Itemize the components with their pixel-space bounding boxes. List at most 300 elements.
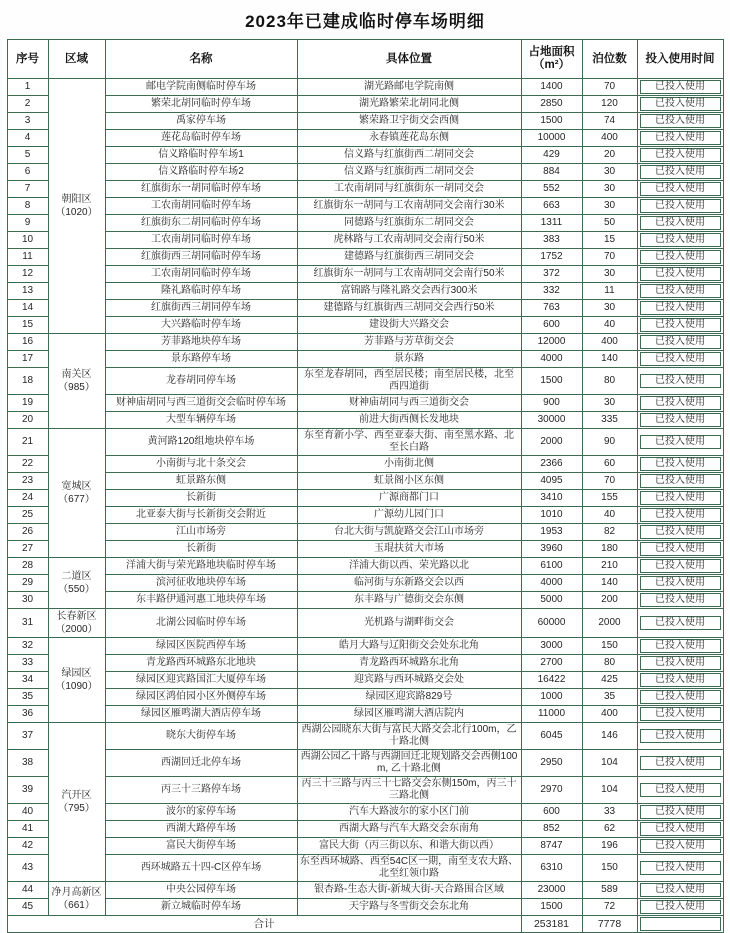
- cell-area: 2000: [521, 429, 582, 456]
- cell-status: [637, 79, 723, 96]
- table-row: [7, 507, 723, 524]
- header-name: 名称: [105, 40, 297, 79]
- cell-area: 1953: [521, 524, 582, 541]
- cell-status: [637, 266, 723, 283]
- cell-status: [637, 473, 723, 490]
- cell-area: 23000: [521, 882, 582, 899]
- cell-area: 1500: [521, 113, 582, 130]
- cell-status: [637, 317, 723, 334]
- cell-berths: 20: [582, 147, 637, 164]
- cell-area: 383: [521, 232, 582, 249]
- status-box: 已投入使用: [640, 542, 721, 556]
- cell-location: 小南街北侧: [297, 456, 521, 473]
- cell-status: [637, 899, 723, 916]
- cell-berths: 400: [582, 706, 637, 723]
- cell-berths: 104: [582, 750, 637, 777]
- total-row: [7, 916, 723, 933]
- region-name: 宽城区: [61, 481, 92, 492]
- status-box: 已投入使用: [640, 861, 721, 875]
- cell-no: 5: [7, 147, 48, 164]
- table-row: [7, 558, 723, 575]
- header-location: 具体位置: [297, 40, 521, 79]
- cell-no: 26: [7, 524, 48, 541]
- cell-area: 8747: [521, 838, 582, 855]
- cell-area: 663: [521, 198, 582, 215]
- cell-name: 东丰路伊通河惠工地块停车场: [105, 592, 297, 609]
- cell-location: 广源幼儿园门口: [297, 507, 521, 524]
- cell-berths: 62: [582, 821, 637, 838]
- cell-status: [637, 395, 723, 412]
- cell-area: 763: [521, 300, 582, 317]
- cell-location: 绿园区雁鸣湖大酒店院内: [297, 706, 521, 723]
- cell-status: [637, 706, 723, 723]
- cell-status: [637, 672, 723, 689]
- cell-location: 临河街与东新路交会以西: [297, 575, 521, 592]
- cell-location: 虹景阁小区东侧: [297, 473, 521, 490]
- cell-status: [637, 804, 723, 821]
- cell-status: [637, 215, 723, 232]
- cell-area: 12000: [521, 334, 582, 351]
- region-quota: （1020）: [55, 207, 98, 218]
- table-row: [7, 524, 723, 541]
- cell-name: 龙春胡同停车场: [105, 368, 297, 395]
- table-row: [7, 456, 723, 473]
- cell-berths: 140: [582, 575, 637, 592]
- status-box: 已投入使用: [640, 435, 721, 449]
- cell-name: 红旗街东一胡同临时停车场: [105, 181, 297, 198]
- table-row: [7, 395, 723, 412]
- cell-location: 芳菲路与芳草街交会: [297, 334, 521, 351]
- cell-area: 10000: [521, 130, 582, 147]
- cell-region: [48, 882, 105, 916]
- table-row: [7, 368, 723, 395]
- cell-no: 27: [7, 541, 48, 558]
- cell-no: 41: [7, 821, 48, 838]
- cell-status: [637, 456, 723, 473]
- cell-no: 14: [7, 300, 48, 317]
- table-row: [7, 198, 723, 215]
- table-row: [7, 855, 723, 882]
- cell-location: 青龙路西环城路东北角: [297, 655, 521, 672]
- cell-status: [637, 655, 723, 672]
- status-box: 已投入使用: [640, 729, 721, 743]
- table-row: [7, 609, 723, 638]
- cell-location: 西湖公园乙十路与西湖回迁北规划路交会西侧100m, 乙十路北侧: [297, 750, 521, 777]
- cell-no: 24: [7, 490, 48, 507]
- cell-no: 15: [7, 317, 48, 334]
- cell-location: 建德路与红旗街西三胡同交会西行50米: [297, 300, 521, 317]
- cell-location: 红旗街东一胡同与工农南胡同交会南行50米: [297, 266, 521, 283]
- cell-no: 1: [7, 79, 48, 96]
- cell-berths: 82: [582, 524, 637, 541]
- cell-status: [637, 609, 723, 638]
- status-box: 已投入使用: [640, 250, 721, 264]
- status-box: 已投入使用: [640, 396, 721, 410]
- cell-area: 600: [521, 804, 582, 821]
- cell-berths: 589: [582, 882, 637, 899]
- cell-name: 西湖大路停车场: [105, 821, 297, 838]
- cell-berths: 155: [582, 490, 637, 507]
- status-box: 已投入使用: [640, 822, 721, 836]
- table-row: [7, 79, 723, 96]
- cell-status: [637, 777, 723, 804]
- cell-name: 丙三十三路停车场: [105, 777, 297, 804]
- cell-status: [637, 723, 723, 750]
- cell-location: 东至育新小学、西至亚泰大街、南至黑水路、北至长白路: [297, 429, 521, 456]
- cell-no: 17: [7, 351, 48, 368]
- cell-name: 景东路停车场: [105, 351, 297, 368]
- cell-location: 绿园区迎宾路829号: [297, 689, 521, 706]
- cell-name: 信义路临时停车场2: [105, 164, 297, 181]
- status-box: 已投入使用: [640, 593, 721, 607]
- cell-berths: 30: [582, 181, 637, 198]
- region-quota: （1090）: [55, 681, 98, 692]
- total-berths: 7778: [582, 916, 637, 933]
- cell-area: 4095: [521, 473, 582, 490]
- cell-location: 汽车大路波尔的家小区门前: [297, 804, 521, 821]
- header-area-line2: （m²）: [532, 59, 571, 71]
- cell-no: 40: [7, 804, 48, 821]
- cell-name: 晓东大街停车场: [105, 723, 297, 750]
- cell-name: 黄河路120组地块停车场: [105, 429, 297, 456]
- table-row: [7, 706, 723, 723]
- table-row: [7, 334, 723, 351]
- table-row: [7, 473, 723, 490]
- cell-status: [637, 351, 723, 368]
- table-row: [7, 777, 723, 804]
- region-quota: （677）: [58, 494, 95, 505]
- cell-location: 洋浦大街以西、荣光路以北: [297, 558, 521, 575]
- region-quota: （550）: [58, 584, 95, 595]
- cell-location: 东至西环城路、西至54C区一期，南至支农大路、北至红领巾路: [297, 855, 521, 882]
- cell-no: 12: [7, 266, 48, 283]
- cell-no: 2: [7, 96, 48, 113]
- cell-no: 35: [7, 689, 48, 706]
- cell-no: 30: [7, 592, 48, 609]
- cell-area: 3410: [521, 490, 582, 507]
- region-name: 绿园区: [61, 668, 92, 679]
- cell-berths: 35: [582, 689, 637, 706]
- header-region: 区域: [48, 40, 105, 79]
- cell-area: 4000: [521, 351, 582, 368]
- table-row: [7, 655, 723, 672]
- status-box: 已投入使用: [640, 457, 721, 471]
- region-quota: （985）: [58, 382, 95, 393]
- cell-status: [637, 334, 723, 351]
- table-row: [7, 882, 723, 899]
- status-box: 已投入使用: [640, 148, 721, 162]
- cell-status: [637, 882, 723, 899]
- status-box: 已投入使用: [640, 900, 721, 914]
- header-no: 序号: [7, 40, 48, 79]
- cell-area: 30000: [521, 412, 582, 429]
- cell-berths: 180: [582, 541, 637, 558]
- cell-berths: 146: [582, 723, 637, 750]
- cell-location: 永春镇莲花岛东侧: [297, 130, 521, 147]
- region-quota: （795）: [58, 803, 95, 814]
- cell-no: 31: [7, 609, 48, 638]
- cell-name: 长新街: [105, 490, 297, 507]
- cell-no: 33: [7, 655, 48, 672]
- cell-status: [637, 524, 723, 541]
- table-row: [7, 232, 723, 249]
- cell-no: 7: [7, 181, 48, 198]
- status-box: 已投入使用: [640, 707, 721, 721]
- cell-berths: 30: [582, 164, 637, 181]
- cell-berths: 150: [582, 638, 637, 655]
- status-box: 已投入使用: [640, 335, 721, 349]
- cell-name: 小南街与北十条交会: [105, 456, 297, 473]
- status-box: 已投入使用: [640, 114, 721, 128]
- cell-status: [637, 249, 723, 266]
- cell-area: 852: [521, 821, 582, 838]
- cell-name: 长新街: [105, 541, 297, 558]
- cell-no: 6: [7, 164, 48, 181]
- cell-name: 绿园区鸿伯园小区外侧停车场: [105, 689, 297, 706]
- cell-status: [637, 429, 723, 456]
- cell-area: 1500: [521, 368, 582, 395]
- status-box: 已投入使用: [640, 690, 721, 704]
- table-header: [7, 40, 723, 79]
- cell-area: 6100: [521, 558, 582, 575]
- cell-berths: 104: [582, 777, 637, 804]
- cell-berths: 30: [582, 266, 637, 283]
- cell-berths: 50: [582, 215, 637, 232]
- status-box: 已投入使用: [640, 508, 721, 522]
- cell-area: 2850: [521, 96, 582, 113]
- status-box: 已投入使用: [640, 352, 721, 366]
- cell-name: 繁荣北胡同临时停车场: [105, 96, 297, 113]
- table-row: [7, 899, 723, 916]
- cell-status: [637, 147, 723, 164]
- cell-region: [48, 334, 105, 429]
- cell-region: [48, 723, 105, 882]
- status-box: 已投入使用: [640, 656, 721, 670]
- table-row: [7, 147, 723, 164]
- status-box: 已投入使用: [640, 267, 721, 281]
- cell-name: 新立城临时停车场: [105, 899, 297, 916]
- status-box: 已投入使用: [640, 839, 721, 853]
- cell-area: 1400: [521, 79, 582, 96]
- table-row: [7, 750, 723, 777]
- cell-no: 44: [7, 882, 48, 899]
- cell-name: 北亚泰大街与长新街交会附近: [105, 507, 297, 524]
- table-row: [7, 113, 723, 130]
- cell-no: 18: [7, 368, 48, 395]
- cell-location: 玉琨扶贫大市场: [297, 541, 521, 558]
- cell-location: 广源商都门口: [297, 490, 521, 507]
- cell-area: 16422: [521, 672, 582, 689]
- cell-name: 绿园区雁鸣湖大酒店停车场: [105, 706, 297, 723]
- cell-region: [48, 429, 105, 558]
- status-box: 已投入使用: [640, 639, 721, 653]
- header-berths: 泊位数: [582, 40, 637, 79]
- cell-location: 银杏路-生态大街-新城大街-天合路围合区域: [297, 882, 521, 899]
- cell-area: 1752: [521, 249, 582, 266]
- cell-location: 西湖大路与汽车大路交会东南角: [297, 821, 521, 838]
- parking-table: [7, 39, 724, 933]
- table-row: [7, 130, 723, 147]
- status-box: 已投入使用: [640, 756, 721, 770]
- cell-location: 工农南胡同与红旗街东一胡同交会: [297, 181, 521, 198]
- status-box: 已投入使用: [640, 233, 721, 247]
- cell-area: 900: [521, 395, 582, 412]
- cell-status: [637, 592, 723, 609]
- status-box: 已投入使用: [640, 318, 721, 332]
- region-name: 朝阳区: [61, 194, 92, 205]
- table-row: [7, 821, 723, 838]
- cell-berths: 30: [582, 198, 637, 215]
- header-area: [521, 40, 582, 79]
- cell-location: 繁荣路卫宇街交会西侧: [297, 113, 521, 130]
- cell-no: 22: [7, 456, 48, 473]
- cell-location: 光机路与湖畔街交会: [297, 609, 521, 638]
- cell-area: 5000: [521, 592, 582, 609]
- table-row: [7, 266, 723, 283]
- table-row: [7, 351, 723, 368]
- cell-region: [48, 558, 105, 609]
- cell-location: 财神庙胡同与西三道街交会: [297, 395, 521, 412]
- cell-name: 大兴路临时停车场: [105, 317, 297, 334]
- cell-berths: 210: [582, 558, 637, 575]
- cell-area: 6310: [521, 855, 582, 882]
- cell-berths: 400: [582, 334, 637, 351]
- region-quota: （661）: [58, 899, 95, 911]
- cell-status: [637, 490, 723, 507]
- cell-name: 波尔的家停车场: [105, 804, 297, 821]
- status-box: 已投入使用: [640, 165, 721, 179]
- cell-status: [637, 113, 723, 130]
- status-box: 已投入使用: [640, 673, 721, 687]
- cell-berths: 80: [582, 368, 637, 395]
- status-box: 已投入使用: [640, 559, 721, 573]
- cell-status: [637, 750, 723, 777]
- cell-area: 11000: [521, 706, 582, 723]
- cell-no: 19: [7, 395, 48, 412]
- cell-berths: 196: [582, 838, 637, 855]
- cell-status: [637, 689, 723, 706]
- cell-name: 绿园区迎宾路国汇大厦停车场: [105, 672, 297, 689]
- status-box: 已投入使用: [640, 525, 721, 539]
- status-box: 已投入使用: [640, 883, 721, 897]
- table-row: [7, 541, 723, 558]
- cell-location: 景东路: [297, 351, 521, 368]
- cell-area: 372: [521, 266, 582, 283]
- table-row: [7, 672, 723, 689]
- cell-location: 富锦路与隆礼路交会西行300米: [297, 283, 521, 300]
- table-row: [7, 181, 723, 198]
- status-box: 已投入使用: [640, 284, 721, 298]
- cell-location: 同德路与红旗街东二胡同交会: [297, 215, 521, 232]
- status-box: 已投入使用: [640, 374, 721, 388]
- cell-no: 4: [7, 130, 48, 147]
- cell-name: 中央公园停车场: [105, 882, 297, 899]
- cell-status: [637, 130, 723, 147]
- cell-name: 西环城路五十四-C区停车场: [105, 855, 297, 882]
- cell-location: 建德路与红旗街西三胡同交会: [297, 249, 521, 266]
- cell-no: 16: [7, 334, 48, 351]
- cell-location: 皓月大路与辽阳街交会处东北角: [297, 638, 521, 655]
- cell-berths: 120: [582, 96, 637, 113]
- cell-no: 45: [7, 899, 48, 916]
- cell-area: 60000: [521, 609, 582, 638]
- cell-name: 红旗街东二胡同临时停车场: [105, 215, 297, 232]
- status-box: 已投入使用: [640, 80, 721, 94]
- cell-area: 2970: [521, 777, 582, 804]
- cell-location: 迎宾路与西环城路交会处: [297, 672, 521, 689]
- table-row: [7, 723, 723, 750]
- status-box: 已投入使用: [640, 783, 721, 797]
- page-title: 2023年已建成临时停车场明细: [245, 12, 485, 31]
- cell-location: 富民大街（丙三街以东、和谐大街以西）: [297, 838, 521, 855]
- table-row: [7, 300, 723, 317]
- table-row: [7, 96, 723, 113]
- region-name: 汽开区: [61, 790, 92, 801]
- cell-berths: 70: [582, 249, 637, 266]
- cell-area: 600: [521, 317, 582, 334]
- cell-no: 39: [7, 777, 48, 804]
- cell-berths: 11: [582, 283, 637, 300]
- status-box: 已投入使用: [640, 182, 721, 196]
- status-box: 已投入使用: [640, 576, 721, 590]
- cell-no: 13: [7, 283, 48, 300]
- total-area: 253181: [521, 916, 582, 933]
- cell-berths: 70: [582, 79, 637, 96]
- cell-berths: 40: [582, 317, 637, 334]
- cell-no: 32: [7, 638, 48, 655]
- header-in-use-time: 投入使用时间: [637, 40, 723, 79]
- status-box: 已投入使用: [640, 301, 721, 315]
- cell-no: 20: [7, 412, 48, 429]
- cell-name: 绿园区医院西停车场: [105, 638, 297, 655]
- cell-no: 28: [7, 558, 48, 575]
- table-row: [7, 317, 723, 334]
- cell-berths: 70: [582, 473, 637, 490]
- header-row: [7, 40, 723, 79]
- cell-name: 滨河征收地块停车场: [105, 575, 297, 592]
- cell-berths: 140: [582, 351, 637, 368]
- cell-status: [637, 412, 723, 429]
- cell-name: 西湖回迁北停车场: [105, 750, 297, 777]
- cell-location: 虎林路与工农南胡同交会南行50米: [297, 232, 521, 249]
- cell-status: [637, 638, 723, 655]
- cell-name: 青龙路西环城路东北地块: [105, 655, 297, 672]
- cell-no: 11: [7, 249, 48, 266]
- cell-name: 莲花岛临时停车场: [105, 130, 297, 147]
- cell-location: 丙三十三路与丙三十七路交会东侧150m，丙三十三路北侧: [297, 777, 521, 804]
- cell-no: 23: [7, 473, 48, 490]
- cell-status: [637, 96, 723, 113]
- table-row: [7, 638, 723, 655]
- cell-region: [48, 638, 105, 723]
- cell-berths: 15: [582, 232, 637, 249]
- total-status-box: [640, 917, 721, 931]
- cell-area: 332: [521, 283, 582, 300]
- cell-area: 3000: [521, 638, 582, 655]
- status-box: 已投入使用: [640, 616, 721, 630]
- cell-area: 2950: [521, 750, 582, 777]
- cell-name: 红旗街西三胡同临时停车场: [105, 249, 297, 266]
- cell-region: [48, 79, 105, 334]
- cell-name: 财神庙胡同与西三道街交会临时停车场: [105, 395, 297, 412]
- cell-no: 21: [7, 429, 48, 456]
- cell-no: 34: [7, 672, 48, 689]
- total-label: 合计: [7, 916, 521, 933]
- table-row: [7, 283, 723, 300]
- cell-status: [637, 838, 723, 855]
- cell-area: 1500: [521, 899, 582, 916]
- region-name: 长春新区: [56, 611, 97, 622]
